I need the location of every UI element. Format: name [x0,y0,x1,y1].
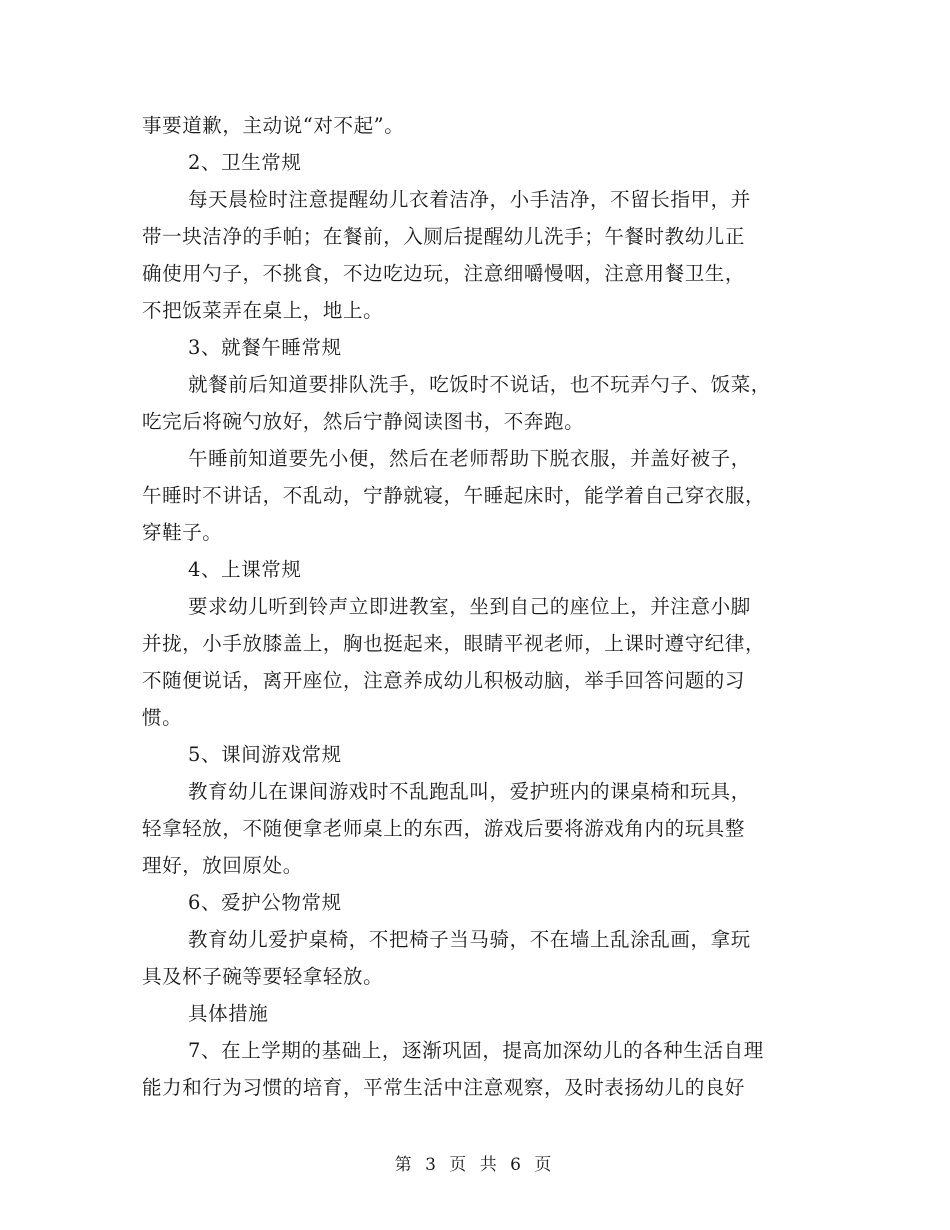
text-line: 穿鞋子。 [142,521,223,544]
text-line: 能力和行为习惯的培育，平常生活中注意观察，及时表扬幼儿的良好 [142,1076,746,1099]
page-number-footer: 第 3 页 共 6 页 [394,1155,556,1175]
text-line: 具体措施 [188,1002,269,1025]
document-body [142,107,802,1106]
text-line: 教育幼儿爱护桌椅，不把椅子当马骑，不在墙上乱涂乱画，拿玩 [188,928,751,951]
text-line: 惯。 [142,706,183,729]
text-line: 具及杯子碗等要轻拿轻放。 [142,965,384,988]
text-line: 要求幼儿听到铃声立即进教室，坐到自己的座位上，并注意小脚 [188,595,751,618]
text-line: 午睡前知道要先小便，然后在老师帮助下脱衣服，并盖好被子， [188,447,751,470]
text-line: 不随便说话，离开座位，注意养成幼儿积极动脑，举手回答问题的习 [142,669,746,692]
text-line: 并拢，小手放膝盖上，胸也挺起来，眼睛平视老师，上课时遵守纪律， [142,632,766,655]
text-line: 2、卫生常规 [188,151,302,174]
text-line: 事要道歉，主动说“对不起”。 [142,114,405,137]
text-line: 7、在上学期的基础上，逐渐巩固，提高加深幼儿的各种生活自理 [188,1039,764,1062]
text-line: 不把饭菜弄在桌上，地上。 [142,299,384,322]
text-line: 5、课间游戏常规 [188,743,342,766]
text-line: 确使用勺子，不挑食，不边吃边玩，注意细嚼慢咽，注意用餐卫生， [142,262,746,285]
text-line: 带一块洁净的手帕；在餐前，入厕后提醒幼儿洗手；午餐时教幼儿正 [142,225,746,248]
text-line: 每天晨检时注意提醒幼儿衣着洁净，小手洁净，不留长指甲，并 [188,188,751,211]
text-line: 午睡时不讲话，不乱动，宁静就寝，午睡起床时，能学着自己穿衣服， [142,484,766,507]
text-line: 就餐前后知道要排队洗手，吃饭时不说话，也不玩弄勺子、饭菜， [188,373,771,396]
text-line: 轻拿轻放，不随便拿老师桌上的东西，游戏后要将游戏角内的玩具整 [142,817,746,840]
text-line: 6、爱护公物常规 [188,891,342,914]
text-line: 吃完后将碗勺放好，然后宁静阅读图书，不奔跑。 [142,410,585,433]
text-line: 理好，放回原处。 [142,854,303,877]
text-line: 4、上课常规 [188,558,302,581]
text-line: 3、就餐午睡常规 [188,336,342,359]
text-line: 教育幼儿在课间游戏时不乱跑乱叫，爱护班内的课桌椅和玩具， [188,780,751,803]
